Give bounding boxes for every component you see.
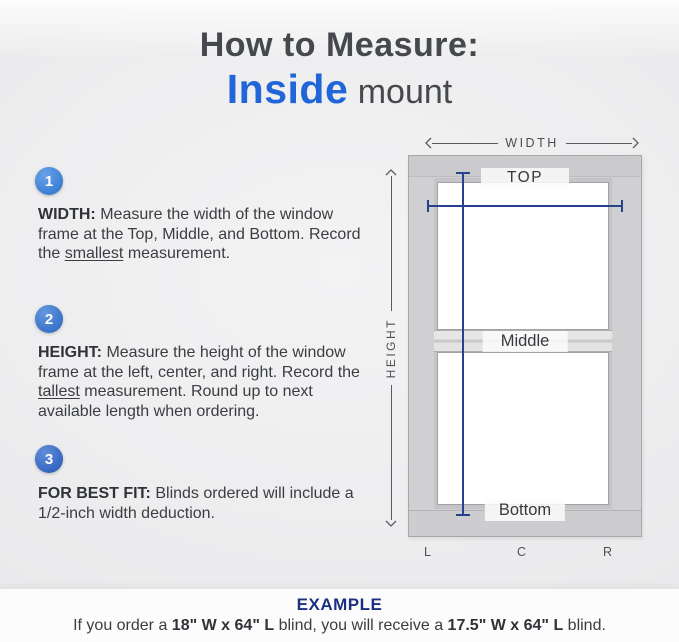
step-2-badge xyxy=(35,305,63,333)
step-3-text: FOR BEST FIT: Blinds ordered will include a 1/2-inch width deduction. xyxy=(38,485,354,522)
underlined-word: tallest xyxy=(38,383,80,401)
ordered-size: 18" W x 64" L xyxy=(171,617,275,634)
received-size: 17.5" W x 64" L xyxy=(447,617,564,634)
arrow-down-icon xyxy=(384,520,398,528)
marker-left: L xyxy=(424,545,432,559)
step-1-text: WIDTH: Measure the width of the window frame at the Top, Middle, and Bottom. Record the smallest measurement. xyxy=(38,206,361,263)
example-sentence: If you order a 18" W x 64" L blind, you will receive a 17.5" W x 64" L blind. xyxy=(73,617,606,634)
underlined-word: smallest xyxy=(64,245,124,263)
marker-right: R xyxy=(603,545,614,559)
page-title: How to Measure: xyxy=(199,26,480,64)
dimension-line xyxy=(566,143,632,144)
step-3-number: 3 xyxy=(44,450,54,468)
step-2-text: HEIGHT: Measure the height of the window frame at the left, center, and right. Record the tallest measurement. Round up to next available length when ordering. xyxy=(38,344,360,421)
width-dimension-arrow xyxy=(424,136,640,150)
window-label-middle: Middle xyxy=(483,331,568,352)
step-1-number: 1 xyxy=(44,172,54,190)
step-1-badge xyxy=(35,167,63,195)
step-2-heading: HEIGHT: xyxy=(38,344,102,361)
width-dimension-label: WIDTH xyxy=(505,136,559,150)
arrow-up-icon xyxy=(384,168,398,176)
arrow-left-icon xyxy=(424,136,432,150)
step-1-heading: WIDTH: xyxy=(38,206,96,223)
window-label-top: TOP xyxy=(481,168,569,188)
example-heading: EXAMPLE xyxy=(296,595,383,614)
arrow-right-icon xyxy=(632,136,640,150)
page-subtitle xyxy=(0,66,679,113)
step-3-heading: FOR BEST FIT: xyxy=(38,485,151,502)
dimension-line xyxy=(432,143,498,144)
step-2-number: 2 xyxy=(44,310,54,328)
height-dimension-label: HEIGHT xyxy=(384,317,398,379)
dimension-line xyxy=(391,385,392,520)
mount-type-highlight: Inside xyxy=(226,66,349,112)
mount-type-rest: mount xyxy=(348,73,453,111)
example-footer xyxy=(0,588,679,642)
marker-center: C xyxy=(517,545,528,559)
step-3-badge xyxy=(35,445,63,473)
height-dimension-arrow xyxy=(384,168,398,528)
height-measure-line xyxy=(456,172,470,516)
window-label-bottom: Bottom xyxy=(485,500,565,521)
dimension-line xyxy=(391,176,392,311)
